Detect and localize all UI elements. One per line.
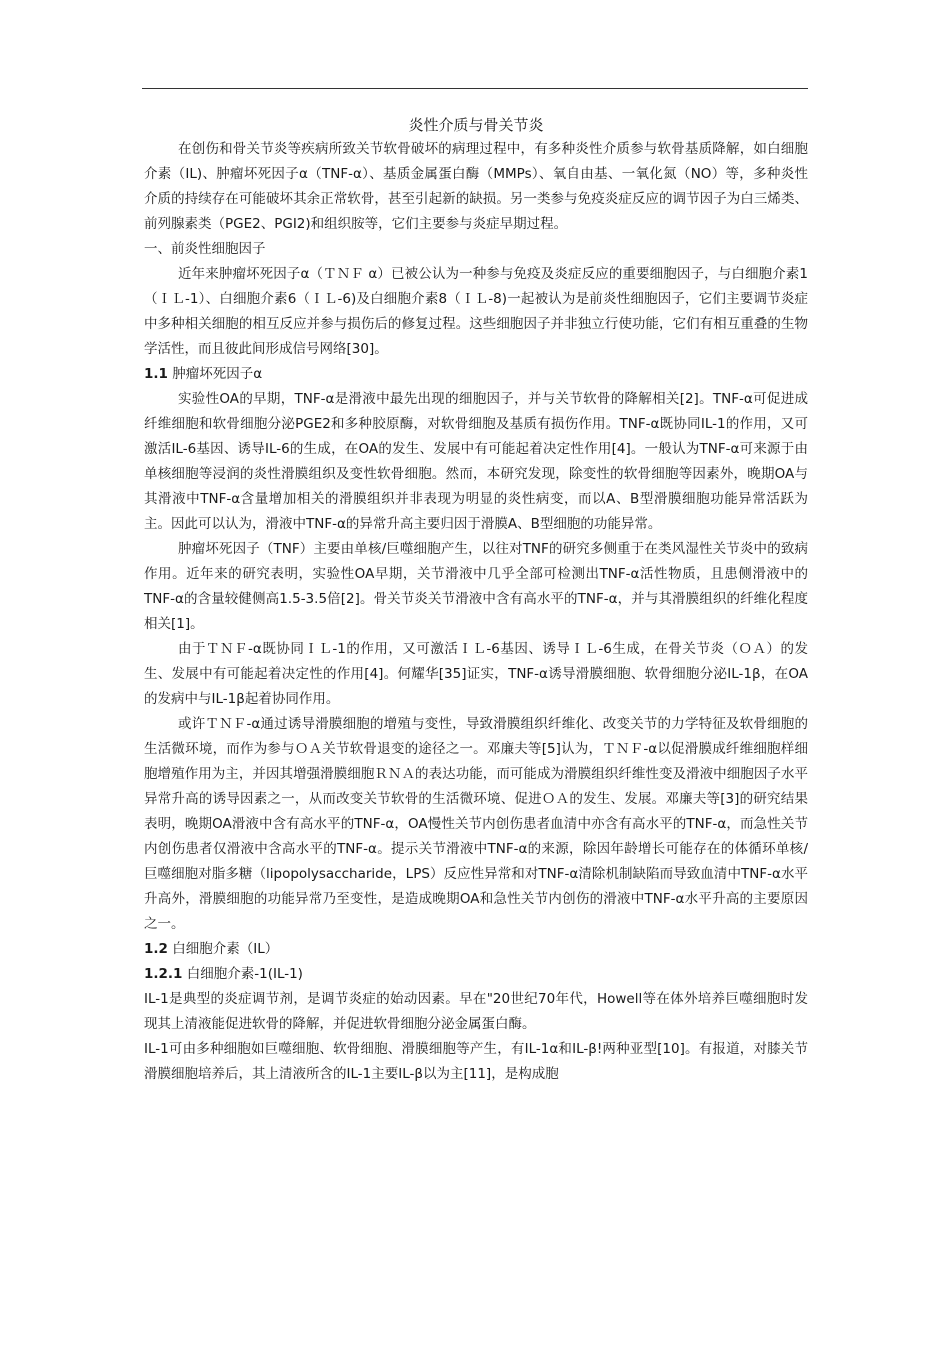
section-heading-1-2-1 <box>144 962 808 987</box>
heading-text: 白细胞介素（IL） <box>172 941 279 957</box>
paragraph-tnf-2: 肿瘤坏死因子（TNF）主要由单核/巨噬细胞产生，以往对TNF的研究多侧重于在类风湿性关节炎中的致病作用。近年来的研究表明，实验性OA早期，关节滑液中几乎全部可检测出TNF-α活性物质，且患侧滑液中的TNF-α的含量较健侧高1.5-3.5倍[2]。骨关节炎关节滑液中含有高水平的TNF-α，并与其滑膜组织的纤维化程度相关[1]。 <box>144 541 808 632</box>
paragraph-il1-1: IL-1是典型的炎症调节剂，是调节炎症的始动因素。早在"20世纪70年代，Howell等在体外培养巨噬细胞时发现其上清液能促进软骨的降解，并促进软骨细胞分泌金属蛋白酶。 <box>144 991 808 1032</box>
section-heading-1: 一、前炎性细胞因子 <box>144 241 266 257</box>
paragraph-il1-2: IL-1可由多种细胞如巨噬细胞、软骨细胞、滑膜细胞等产生，有IL-1α和IL-β!两种亚型[10]。有报道，对膝关节滑膜细胞培养后，其上清液所含的IL-1主要IL-β以为主[11]，是构成胞 <box>144 1041 808 1082</box>
heading-text: 白细胞介素-1(IL-1) <box>186 966 303 982</box>
heading-number: 1.1 <box>144 366 168 382</box>
heading-number: 1.2.1 <box>144 966 183 982</box>
header-rule <box>142 88 808 89</box>
paragraph-cytokines: 近年来肿瘤坏死因子α（ＴＮＦ α）已被公认为一种参与免疫及炎症反应的重要细胞因子，与白细胞介素1（ＩＬ-1）、白细胞介素6（ＩＬ-6)及白细胞介素8（ＩＬ-8)一起被认为是前炎性细胞因子，它们主要调节炎症中多种相关细胞的相互反应并参与损伤后的修复过程。这些细胞因子并非独立行使功能，它们有相互重叠的生物学活性，而且彼此间形成信号网络[30]。 <box>144 266 808 357</box>
paragraph-tnf-3: 由于ＴＮＦ-α既协同ＩＬ-1的作用，又可激活ＩＬ-6基因、诱导ＩＬ-6生成，在骨关节炎（ＯＡ）的发生、发展中有可能起着决定性的作用[4]。何耀华[35]证实，TNF-α诱导滑膜细胞、软骨细胞分泌IL-1β，在OA的发病中与IL-1β起着协同作用。 <box>144 641 808 707</box>
paragraph-tnf-4: 或许ＴＮＦ-α通过诱导滑膜细胞的增殖与变性，导致滑膜组织纤维化、改变关节的力学特征及软骨细胞的生活微环境，而作为参与ＯＡ关节软骨退变的途径之一。邓廉夫等[5]认为，ＴＮＦ-α以促滑膜成纤维细胞样细胞增殖作用为主，并因其增强滑膜细胞ＲＮＡ的表达功能，而可能成为滑膜组织纤维性变及滑液中细胞因子水平异常升高的诱导因素之一，从而改变关节软骨的生活微环境、促进ＯＡ的发生、发展。邓廉夫等[3]的研究结果表明，晚期OA滑液中含有高水平的TNF-α，OA慢性关节内创伤患者血清中亦含有高水平的TNF-α，而急性关节内创伤患者仅滑液中含高水平的TNF-α。提示关节滑液中TNF-α的来源，除因年龄增长可能存在的体循环单核/巨噬细胞对脂多糖（lipopolysaccharide，LPS）反应性异常和对TNF-α清除机制缺陷而导致血清中TNF-α水平升高外，滑膜细胞的功能异常乃至变性，是造成晚期OA和急性关节内创伤的滑液中TNF-α水平升高的主要原因之一。 <box>144 716 808 932</box>
paragraph-intro: 在创伤和骨关节炎等疾病所致关节软骨破坏的病理过程中，有多种炎性介质参与软骨基质降解，如白细胞介素（IL)、肿瘤坏死因子α（TNF-α）、基质金属蛋白酶（MMPs）、氧自由基、一氧化氮（NO）等，多种炎性介质的持续存在可能破坏其余正常软骨，甚至引起新的缺损。另一类参与免疫炎症反应的调节因子为白三烯类、前列腺素类（PGE2、PGI2)和组织胺等，它们主要参与炎症早期过程。 <box>144 141 808 232</box>
document-title: 炎性介质与骨关节炎 <box>408 116 544 134</box>
document-page <box>144 112 808 1087</box>
section-heading-1-2 <box>144 937 808 962</box>
paragraph-tnf-1: 实验性OA的早期，TNF-α是滑液中最先出现的细胞因子，并与关节软骨的降解相关[2]。TNF-α可促进成纤维细胞和软骨细胞分泌PGE2和多种胶原酶，对软骨细胞及基质有损伤作用。TNF-α既协同IL-1的作用，又可激活IL-6基因、诱导IL-6的生成，在OA的发生、发展中有可能起着决定性作用[4]。一般认为TNF-α可来源于由单核细胞等浸润的炎性滑膜组织及变性软骨细胞。然而，本研究发现，除变性的软骨细胞等因素外，晚期OA与其滑液中TNF-α含量增加相关的滑膜组织并非表现为明显的炎性病变，而以A、B型滑膜细胞功能异常活跃为主。因此可以认为，滑液中TNF-α的异常升高主要归因于滑膜A、B型细胞的功能异常。 <box>144 391 808 532</box>
heading-text: 肿瘤坏死因子α <box>172 366 263 382</box>
section-heading-1-1 <box>144 362 808 387</box>
heading-number: 1.2 <box>144 941 168 957</box>
